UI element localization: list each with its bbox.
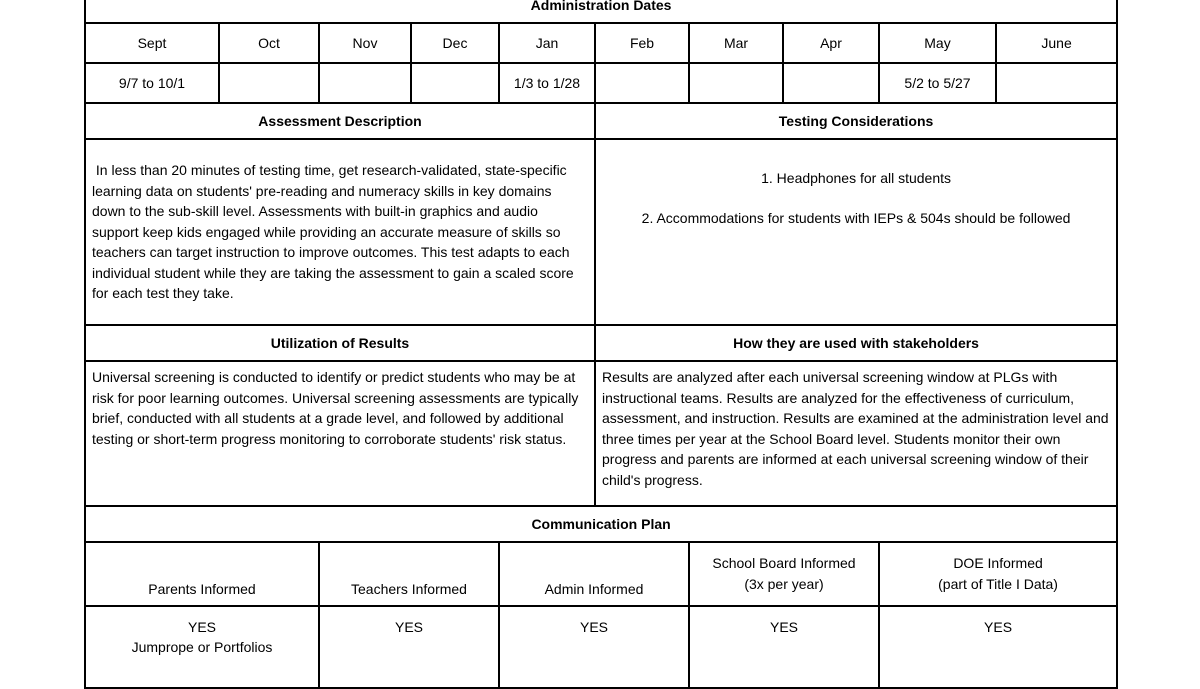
- month-dec: Dec: [411, 23, 499, 63]
- month-jan: Jan: [499, 23, 595, 63]
- stakeholders-text: Results are analyzed after each universal screening window at PLGs with instructional teams. Results are analyzed for the effectiveness of curriculum, assessment, and instruction. Results are examined at the administration level and three times per year at the School Board level. Students monitor their own progress and parents are informed at each universal screening window of their child's progress.: [595, 361, 1117, 506]
- assessment-description-header: Assessment Description: [85, 103, 595, 139]
- utilization-of-results-header: Utilization of Results: [85, 325, 595, 361]
- informed-status: YES: [984, 619, 1013, 635]
- month-apr: Apr: [783, 23, 879, 63]
- date-range-oct: [219, 63, 319, 103]
- month-feb: Feb: [595, 23, 689, 63]
- date-range-sept: 9/7 to 10/1: [85, 63, 219, 103]
- column-header-label: Teachers Informed: [351, 581, 467, 597]
- informed-status: YES: [187, 619, 216, 635]
- month-june: June: [996, 23, 1117, 63]
- date-range-mar: [689, 63, 783, 103]
- testing-considerations-list: [595, 139, 1117, 325]
- assessment-description-text: In less than 20 minutes of testing time, get research-validated, state-specific learning data on students' pre-reading and numeracy skills in key domains down to the sub-skill level. Assessments with built-in graphics and audio support keep kids engaged while providing an accurate measure of skills so teachers can target instruction to improve outcomes. This test adapts to each individual student while they are taking the assessment to gain a scaled score for each test they take.: [85, 139, 595, 325]
- assessment-table: [84, 0, 1118, 689]
- month-mar: Mar: [689, 23, 783, 63]
- date-range-feb: [595, 63, 689, 103]
- stakeholders-header: How they are used with stakeholders: [595, 325, 1117, 361]
- informed-status: YES: [394, 619, 423, 635]
- administration-dates-header: Administration Dates: [85, 0, 1117, 23]
- month-oct: Oct: [219, 23, 319, 63]
- month-sept: Sept: [85, 23, 219, 63]
- informed-status: YES: [579, 619, 608, 635]
- school-board-informed-value: [689, 606, 879, 688]
- teachers-informed-header: [319, 542, 499, 606]
- admin-informed-value: [499, 606, 689, 688]
- parents-informed-header: [85, 542, 319, 606]
- admin-informed-header: [499, 542, 689, 606]
- utilization-of-results-text: Universal screening is conducted to identify or predict students who may be at risk for poor learning outcomes. Universal screening assessments are typically brief, conducted with all students at a grade level, and followed by additional testing or short-term progress monitoring to corroborate students' risk status.: [85, 361, 595, 506]
- parents-informed-value: [85, 606, 319, 688]
- communication-plan-header: Communication Plan: [85, 506, 1117, 542]
- date-range-apr: [783, 63, 879, 103]
- date-range-nov: [319, 63, 411, 103]
- column-header-sublabel: (part of Title I Data): [938, 576, 1058, 592]
- column-header-label: School Board Informed: [712, 555, 856, 571]
- informed-note: Jumprope or Portfolios: [131, 639, 273, 655]
- date-range-dec: [411, 63, 499, 103]
- teachers-informed-value: [319, 606, 499, 688]
- column-header-sublabel: (3x per year): [744, 576, 824, 592]
- date-range-jan: 1/3 to 1/28: [499, 63, 595, 103]
- month-may: May: [879, 23, 996, 63]
- column-header-label: DOE Informed: [953, 555, 1043, 571]
- column-header-label: Admin Informed: [544, 581, 644, 597]
- doe-informed-value: [879, 606, 1117, 688]
- date-range-june: [996, 63, 1117, 103]
- consideration-item: 2. Accommodations for students with IEPs & 504s should be followed: [641, 210, 1071, 226]
- testing-considerations-header: Testing Considerations: [595, 103, 1117, 139]
- doe-informed-header: [879, 542, 1117, 606]
- consideration-item: 1. Headphones for all students: [761, 170, 952, 186]
- column-header-label: Parents Informed: [148, 581, 256, 597]
- date-range-may: 5/2 to 5/27: [879, 63, 996, 103]
- informed-status: YES: [769, 619, 798, 635]
- month-nov: Nov: [319, 23, 411, 63]
- school-board-informed-header: [689, 542, 879, 606]
